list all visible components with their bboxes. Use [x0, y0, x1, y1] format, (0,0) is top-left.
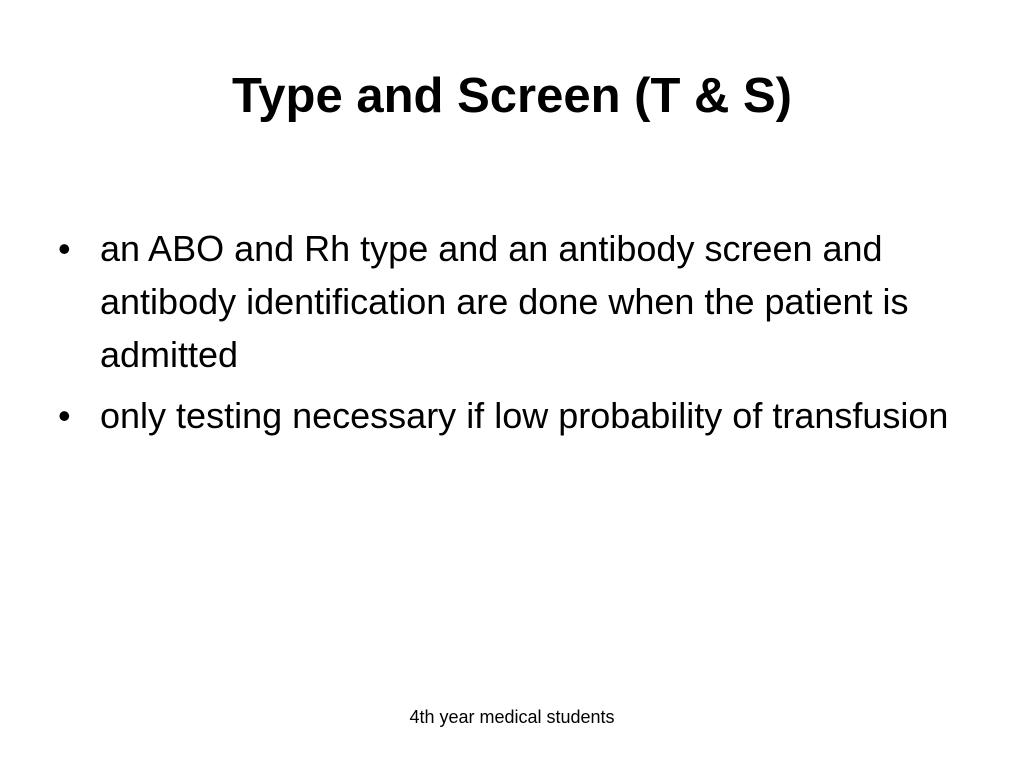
bullet-text: an ABO and Rh type and an antibody screen and antibody identification are done when the patient is admitted — [100, 228, 909, 375]
slide-title: Type and Screen (T & S) — [232, 69, 792, 123]
bullet-item — [58, 222, 958, 381]
bullet-icon: • — [58, 395, 71, 436]
bullet-list — [58, 222, 958, 450]
bullet-text: only testing necessary if low probability of transfusion — [100, 395, 949, 436]
bullet-icon: • — [58, 228, 71, 269]
bullet-item — [58, 389, 958, 442]
slide-footer: 4th year medical students — [409, 707, 615, 727]
